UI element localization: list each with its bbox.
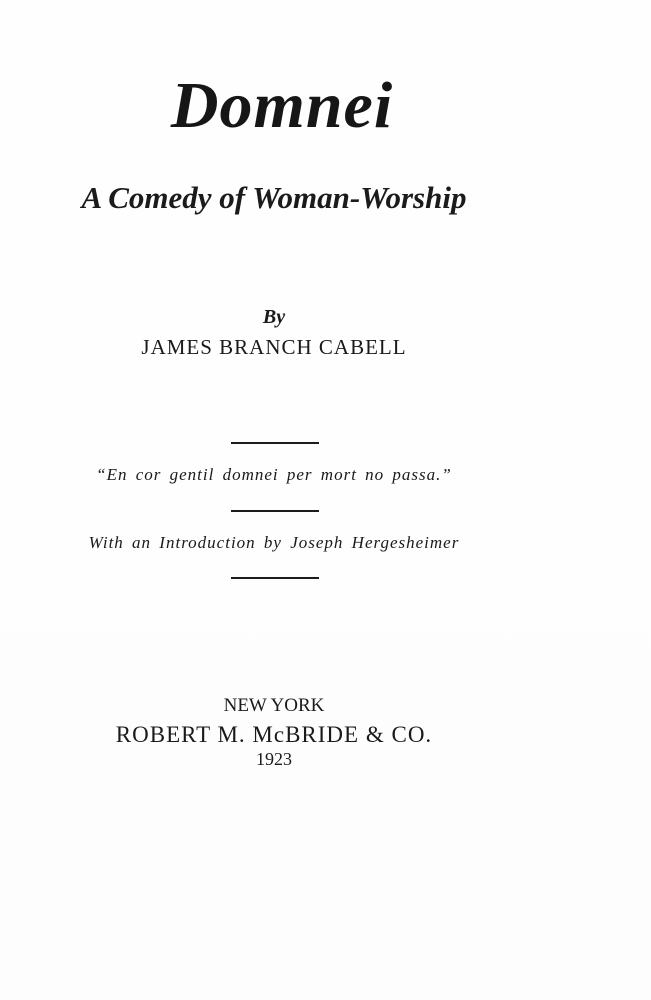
separator-rule-bottom xyxy=(231,577,319,579)
introduction-credit: With an Introduction by Joseph Hergesheimer xyxy=(88,533,460,552)
publisher-name: ROBERT M. McBRIDE & CO. xyxy=(115,722,433,747)
publication-year: 1923 xyxy=(256,749,292,769)
separator-rule-middle xyxy=(231,510,319,512)
author-name: JAMES BRANCH CABELL xyxy=(141,335,407,359)
book-title: Domnei xyxy=(170,69,394,142)
publication-place: NEW YORK xyxy=(223,695,325,716)
separator-rule-top xyxy=(231,442,319,444)
book-subtitle: A Comedy of Woman-Worship xyxy=(81,180,467,215)
by-label: By xyxy=(262,306,286,328)
epigraph: “En cor gentil domnei per mort no passa.” xyxy=(96,465,452,484)
